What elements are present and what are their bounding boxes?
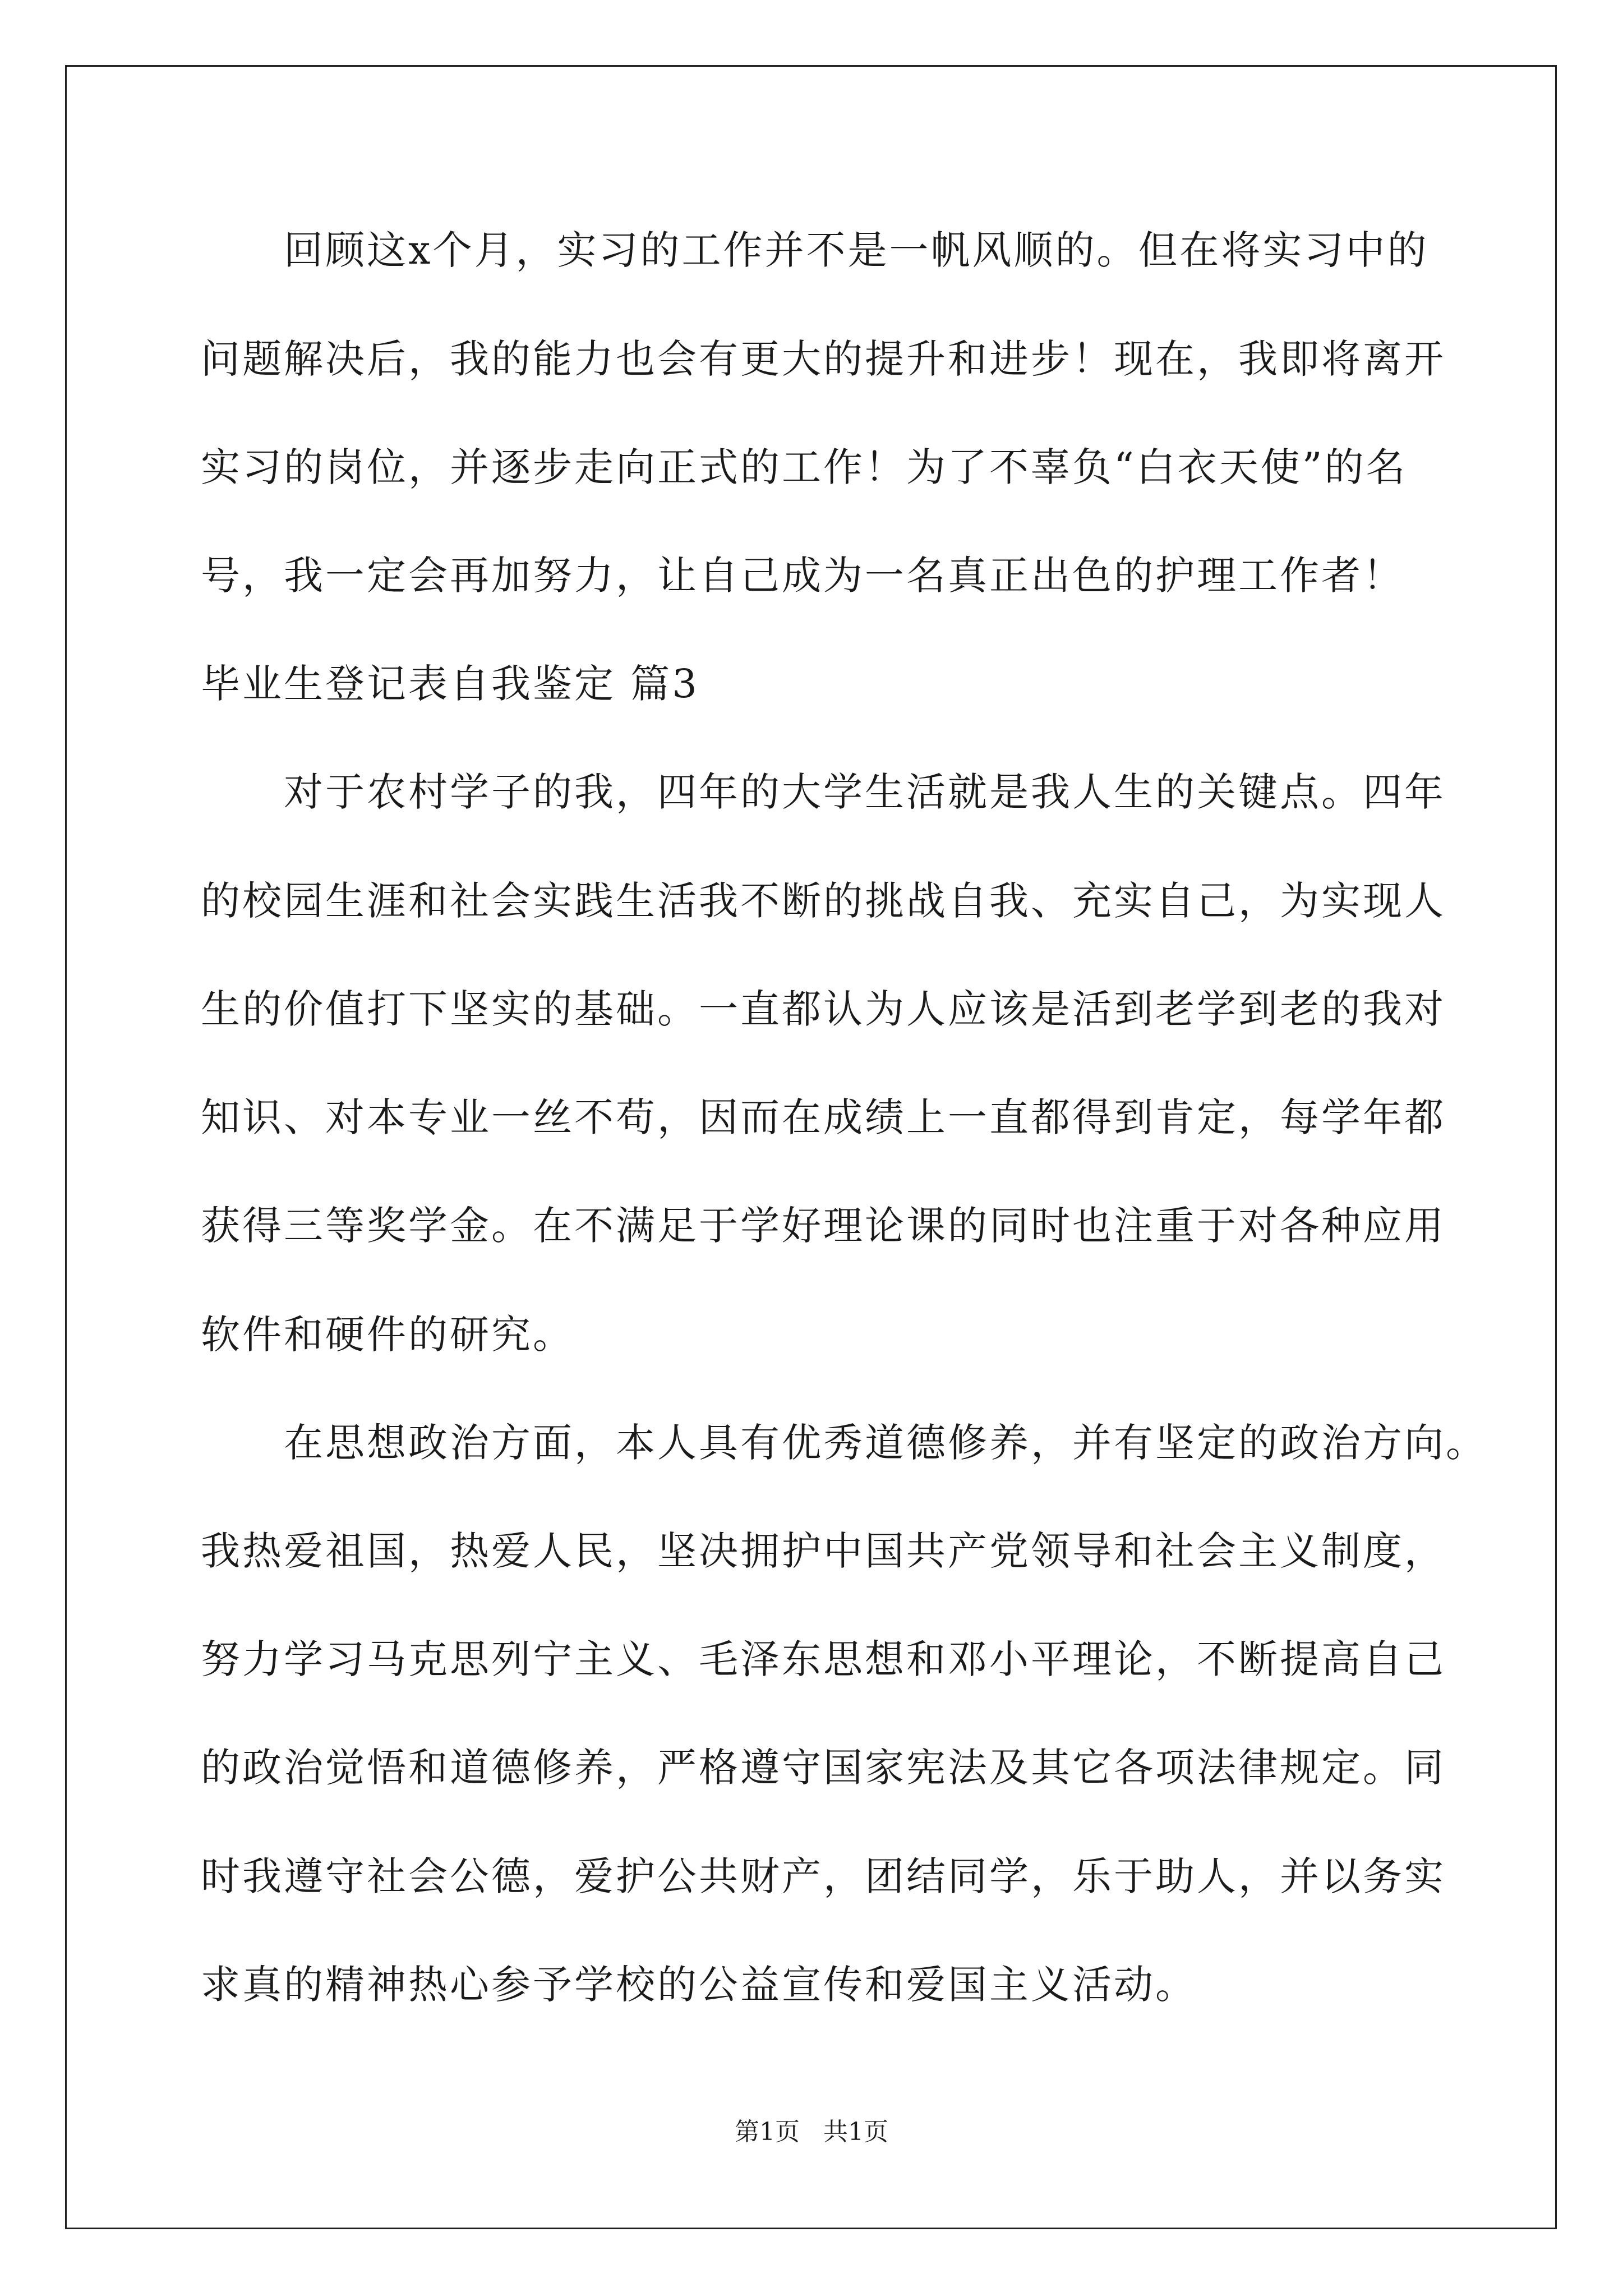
text-line: 努力学习马克思列宁主义、毛泽东思想和邓小平理论，不断提高自己 [201, 1636, 1446, 1682]
page-border [65, 65, 1557, 2229]
text-line: 获得三等奖学金。在不满足于学好理论课的同时也注重于对各种应用 [201, 1203, 1446, 1249]
text-line: 实习的岗位，并逐步走向正式的工作！为了不辜负“白衣天使”的名 [201, 444, 1408, 490]
text-line: 生的价值打下坚实的基础。一直都认为人应该是活到老学到老的我对 [201, 986, 1446, 1032]
text-line: 问题解决后，我的能力也会有更大的提升和进步！现在，我即将离开 [201, 336, 1446, 382]
section-heading: 毕业生登记表自我鉴定 篇3 [201, 661, 699, 707]
text-line: 号，我一定会再加努力，让自己成为一名真正出色的护理工作者！ [201, 553, 1404, 599]
text-line: 软件和硬件的研究。 [201, 1312, 574, 1358]
text-line: 知识、对本专业一丝不苟，因而在成绩上一直都得到肯定，每学年都 [201, 1094, 1446, 1140]
text-line: 对于农村学子的我，四年的大学生活就是我人生的关键点。四年 [201, 769, 1446, 815]
text-line: 求真的精神热心参予学校的公益宣传和爱国主义活动。 [201, 1962, 1197, 2008]
text-line: 回顾这x个月，实习的工作并不是一帆风顺的。但在将实习中的 [201, 227, 1429, 273]
page-number-footer: 第1页 共1页 [735, 2118, 888, 2146]
text-line: 的校园生涯和社会实践生活我不断的挑战自我、充实自己，为实现人 [201, 878, 1446, 924]
text-line: 在思想政治方面，本人具有优秀道德修养，并有坚定的政治方向。 [201, 1420, 1487, 1466]
text-line: 时我遵守社会公德，爱护公共财产，团结同学，乐于助人，并以务实 [201, 1853, 1446, 1899]
text-line: 我热爱祖国，热爱人民，坚决拥护中国共产党领导和社会主义制度， [201, 1528, 1446, 1574]
text-line: 的政治觉悟和道德修养，严格遵守国家宪法及其它各项法律规定。同 [201, 1745, 1446, 1791]
